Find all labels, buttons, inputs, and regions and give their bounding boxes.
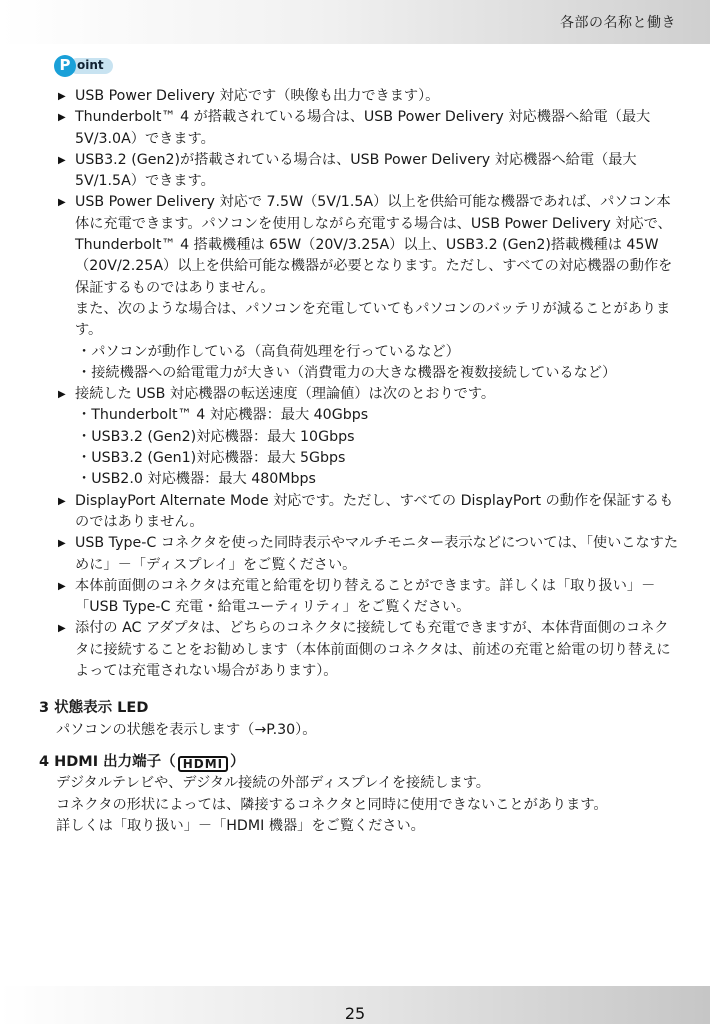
list-item (56, 192, 681, 384)
bullet-text: 本体前面側のコネクタは充電と給電を切り替えることができます。詳しくは「取り扱い」－「USB Type-C 充電・給電ユーティリティ」をご覧ください。 (75, 577, 656, 616)
triangle-bullet-icon: ▶ (58, 538, 66, 550)
bullet-text: DisplayPort Alternate Mode 対応です。ただし、すべての DisplayPort の動作を保証するものではありません。 (75, 492, 674, 530)
hdmi-logo-icon: HDMI (178, 756, 228, 772)
bullet-text: USB Type-C コネクタを使った同時表示やマルチモニター表示などについては、「使いこなすために」－「ディスプレイ」をご覧ください。 (75, 535, 679, 573)
section-heading: 3 状態表示 LED (39, 700, 149, 717)
triangle-bullet-icon: ▶ (58, 623, 66, 635)
sub-list-item: ・Thunderbolt™ 4 対応機器：最大 40Gbps (77, 407, 369, 424)
section-body: パソコンの状態を表示します（→P.30）。 (56, 721, 317, 738)
bullet-text: USB Power Delivery 対応です（映像も出力できます）。 (75, 88, 440, 104)
triangle-bullet-icon: ▶ (58, 197, 66, 209)
page-number: 25 (344, 1004, 366, 1023)
sub-list-item: ・USB3.2 (Gen2)対応機器：最大 10Gbps (77, 428, 355, 445)
bullet-text: Thunderbolt™ 4 が搭載されている場合は、USB Power Delivery 対応機器へ給電（最大 5V/3.0A）できます。 (75, 109, 651, 147)
list-item (56, 491, 681, 534)
point-letter: P (59, 56, 71, 74)
list-item (56, 533, 681, 576)
hdmi-heading-close: ） (230, 753, 245, 770)
point-label: oint (77, 58, 104, 72)
list-item (56, 150, 681, 193)
triangle-bullet-icon: ▶ (58, 580, 66, 592)
sub-list-item: ・USB2.0 対応機器：最大 480Mbps (77, 471, 316, 488)
sub-list-item: ・USB3.2 (Gen1)対応機器：最大 5Gbps (77, 450, 346, 467)
bullet-text: 添付の AC アダプタは、どちらのコネクタに接続しても充電できますが、本体背面側のコネクタに接続することをお勧めします（本体前面側のコネクタは、前述の充電と給電の切り替えによっては充電されない場合があります）。 (75, 620, 671, 680)
list-item (56, 618, 681, 682)
list-item (56, 86, 681, 107)
battery-note: また、次のような場合は、パソコンを充電していてもパソコンのバッテリが減ることがあります。 (75, 300, 671, 339)
section-body-line: コネクタの形状によっては、隣接するコネクタと同時に使用できないことがあります。 (56, 796, 608, 813)
point-bullet-list (56, 86, 681, 682)
hdmi-heading-text: 4 HDMI 出力端子（ (39, 753, 176, 770)
list-item (56, 384, 681, 490)
list-item (56, 107, 681, 150)
section-heading (39, 752, 679, 773)
chapter-title: 各部の名称と働き (560, 15, 676, 31)
triangle-bullet-icon: ▶ (58, 389, 66, 401)
sub-list-item: ・パソコンが動作している（高負荷処理を行っているなど） (77, 343, 460, 360)
list-item (56, 576, 681, 619)
section-body-line: 詳しくは「取り扱い」－「HDMI 機器」をご覧ください。 (56, 817, 425, 834)
bullet-text: 接続した USB 対応機器の転送速度（理論値）は次のとおりです。 (75, 386, 496, 403)
triangle-bullet-icon: ▶ (58, 495, 66, 507)
bullet-text: USB Power Delivery 対応で 7.5W（5V/1.5A）以上を供給可能な機器であれば、パソコン本体に充電できます。パソコンを使用しながら充電する場合は、USB Power Delivery 対応で、Thunderbolt™ 4 搭載機種は 65W（20V/3.25A）以上、USB3.2 (Gen2)搭載機種は 45W（20V/2.25A）以上を供給可能な機器が必要となります。ただし、すべての対応機器の動作を保証するものではありません。 (75, 194, 673, 296)
bullet-text: USB3.2 (Gen2)が搭載されている場合は、USB Power Delivery 対応機器へ給電（最大 5V/1.5A）できます。 (75, 151, 637, 190)
triangle-bullet-icon: ▶ (58, 91, 66, 102)
main-content (39, 86, 681, 837)
triangle-bullet-icon: ▶ (58, 154, 66, 166)
status-led-section (39, 698, 679, 741)
triangle-bullet-icon: ▶ (58, 112, 66, 124)
point-circle (54, 55, 76, 77)
section-body-line: デジタルテレビや、デジタル接続の外部ディスプレイを接続します。 (56, 775, 490, 792)
hdmi-section (39, 752, 679, 837)
sub-list-item: ・接続機器への給電電力が大きい（消費電力の大きな機器を複数接続しているなど） (77, 364, 617, 381)
